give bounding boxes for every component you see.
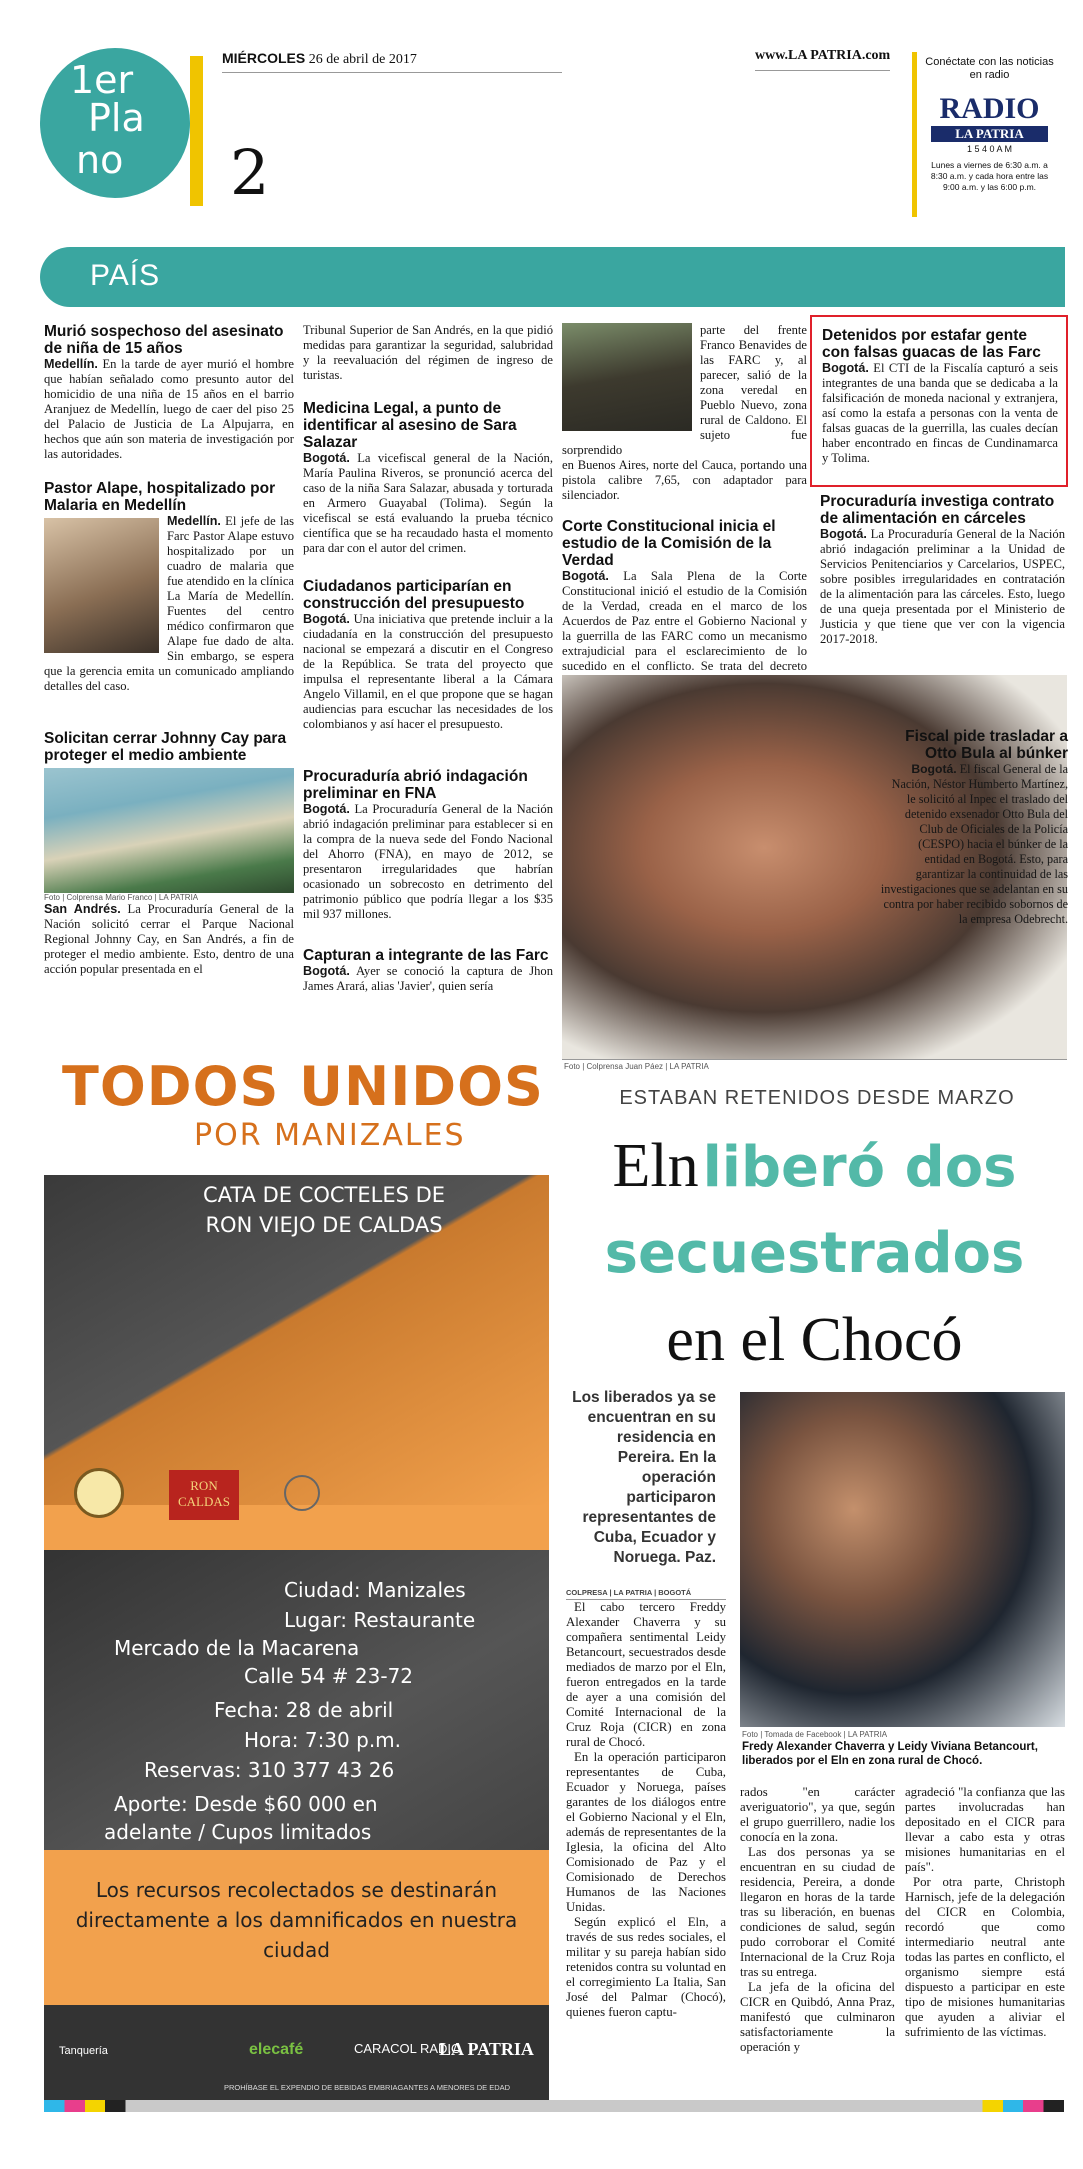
article-1-title: Murió sospechoso del asesinato de niña de 15 años xyxy=(44,323,284,357)
ad-detail-8: adelante / Cupos limitados xyxy=(104,1820,372,1844)
radio-sub: LA PATRIA xyxy=(931,126,1048,142)
article-1-body xyxy=(44,357,294,462)
article-6-text: La Procuraduría General de la Nación abrió indagación preliminar para establecer si en la compra de la nueva sede del Fondo Nacional del Ahorro (FNA), en mayo de 2012, se presentaron irregularidades que habrían ocasionado un sobrecosto en detrimento del patrimonio público que podría llegar a los $35 mil 937 millones. xyxy=(303,802,553,921)
ad-detail-7: Aporte: Desde $60 000 en xyxy=(114,1792,378,1816)
article-3-title: Solicitan cerrar Johnny Cay para proteger el medio ambiente xyxy=(44,730,287,764)
article-4 xyxy=(303,400,553,570)
feature-col-2-p3: La jefa de la oficina del CICR en Quibdó, Anna Praz, manifestó que culminaron satisfactoriamente la operación y xyxy=(740,1980,895,2054)
article-10-body xyxy=(820,527,1065,647)
article-2 xyxy=(44,480,294,715)
logo-stripe xyxy=(190,56,203,206)
article-2-title: Pastor Alape, hospitalizado por Malaria en Medellín xyxy=(44,480,276,514)
radio-ad xyxy=(912,52,1062,217)
article-2-photo xyxy=(44,518,159,653)
sponsor-3: LA PATRIA xyxy=(439,2039,534,2059)
website-link[interactable]: www.LA PATRIA.com xyxy=(755,48,891,63)
article-3-credit: Foto | Colprensa Mario Franco | LA PATRIA xyxy=(44,893,199,902)
article-3-cont xyxy=(303,323,553,388)
article-10-text: La Procuraduría General de la Nación abrió indagación preliminar a la Unidad de Servicios Penitenciarios y Carcelarios, USPEC, sobre posibles irregularidades en contratación de la alimentación para las cárceles. Esto, luego de una queja presentada por el Ministerio de Justicia y que tiene que ver con la vigencia 2017-2018. xyxy=(820,527,1065,646)
sponsor-2: CARACOL RADIO xyxy=(354,2041,462,2056)
feature-photo xyxy=(740,1392,1065,1727)
club-badge-icon xyxy=(74,1468,124,1518)
logo-text-3: no xyxy=(76,138,124,182)
article-7-lead: Bogotá. xyxy=(303,964,350,978)
article-9-body xyxy=(822,361,1058,466)
article-8-text: La Sala Plena de la Corte Constitucional inició el estudio de la Comisión de la Verdad, creada en el marco de los Acuerdos de Paz entre el Gobierno Nacional y la guerrilla de las FARC como un mecanismo extrajudicial para el esclarecimiento de lo sucedido en el conflicto. Se trata del decreto xyxy=(562,569,807,673)
ad-footer-text: Los recursos recolectados se destinarán directamente a los damnificados en nuestra ciudad xyxy=(75,1878,518,1962)
article-3-cont-text: Tribunal Superior de San Andrés, en la que pidió medidas para garantizar la seguridad, salubridad y la reevaluación del régimen de ingreso de turistas. xyxy=(303,323,553,382)
article-3-photo xyxy=(44,768,294,893)
article-11-credit: Foto | Colprensa Juan Páez | LA PATRIA xyxy=(564,1062,709,1071)
article-5-title: Ciudadanos participarían en construcción del presupuesto xyxy=(303,578,525,612)
feature-col-2-p2: Las dos personas ya se encuentran en su ciudad de residencia, Pereira, a donde llegaron en horas de la tarde tras su liberación, en buenas condiciones de salud, según pudo corroborar el Comité Internacional de la Cruz Roja tras su entrega. xyxy=(740,1845,895,1979)
ad-detail-3: Calle 54 # 23-72 xyxy=(244,1664,414,1688)
logo-text-2: Pla xyxy=(88,96,145,140)
article-11-body xyxy=(880,762,1068,927)
article-8-lead: Bogotá. xyxy=(562,569,609,583)
ad-ron-label: RON CALDAS xyxy=(169,1470,239,1520)
section-title: PAÍS xyxy=(90,259,161,292)
article-11 xyxy=(880,728,1068,968)
feature-col-1-p3: Según explicó el Eln, a través de sus redes sociales, el militar y su pareja habían sido retenidos contra su voluntad en el corregimiento La Italia, San José del Palmar (Chocó), quienes fueron captu- xyxy=(566,1915,726,2019)
article-7-cont-text: parte del frente Franco Benavides de las FARC y, al parecer, salió de la zona veredal en Pueblo Nuevo, zona rural de Caldono. El sujeto fue sorprendido xyxy=(562,323,807,457)
radio-name: RADIO xyxy=(939,92,1040,125)
article-4-lead: Bogotá. xyxy=(303,451,350,465)
article-1-text: En la tarde de ayer murió el hombre que habían señalado como presunto autor del homicidio de una niña de 15 años en el barrio Aranjuez de Medellín, luego de caer del piso 25 del Palacio de Justicia de La Alpujarra, en hechos que aún son materia de investigación por las autoridades. xyxy=(44,357,294,461)
logo-text-1: 1er xyxy=(70,58,134,102)
ad-todos-unidos[interactable] xyxy=(44,1015,549,2100)
sponsor-1: elecafé xyxy=(249,2041,304,2058)
article-3-text: La Procuraduría General de la Nación solicitó cerrar el Parque Nacional Regional Johnny Cay, en San Andrés, a fin de proteger el medio ambiente. Esto, dentro de una acción popular presentada en el xyxy=(44,902,294,976)
article-9[interactable] xyxy=(810,315,1068,487)
feature-deck: Los liberados ya se encuentran en su residencia en Pereira. En la operación participaron representantes de Cuba, Ecuador y Noruega. Paz. xyxy=(572,1389,716,1566)
article-8-body xyxy=(562,569,807,689)
article-3-lead: San Andrés. xyxy=(44,902,121,916)
article-8 xyxy=(562,518,807,673)
headline-word-2: liberó dos xyxy=(702,1135,1017,1200)
feature-col-1-p1: El cabo tercero Freddy Alexander Chaverra y su compañera sentimental Leidy Betancourt, secuestrados desde mediados de marzo por el Eln, fueron entregados en la tarde de ayer a una comisión del Comité Internacional de la Cruz Roja (CICR) en zona rural de Chocó. xyxy=(566,1600,726,1749)
header-rule xyxy=(222,72,562,73)
article-3 xyxy=(44,730,294,1002)
ad-detail-1: Lugar: Restaurante xyxy=(284,1608,476,1632)
ad-detail-0: Ciudad: Manizales xyxy=(284,1578,466,1602)
ad-detail-4: Fecha: 28 de abril xyxy=(214,1698,394,1722)
section-logo xyxy=(40,48,205,210)
ad-detail-2: Mercado de la Macarena xyxy=(114,1636,360,1660)
ad-title-1: TODOS UNIDOS xyxy=(62,1055,544,1118)
article-3-body xyxy=(44,902,294,977)
ad-details-panel xyxy=(44,1550,549,1850)
article-7-cont-text-2: en Buenos Aires, norte del Cauca, portando una pistola calibre 7,65, con adaptador para silenciador. xyxy=(562,458,807,502)
article-11-lead: Bogotá. xyxy=(911,762,957,776)
feature-col-3 xyxy=(905,1785,1065,2100)
feature-col-2 xyxy=(740,1785,895,2100)
ribbon-icon xyxy=(284,1475,320,1511)
ad-sponsor-band xyxy=(44,2005,549,2100)
ad-logos-row xyxy=(44,1450,549,1540)
article-7-photo xyxy=(562,323,692,431)
headline-word-3: secuestrados xyxy=(604,1221,1025,1286)
section-banner xyxy=(40,247,1065,307)
article-10-lead: Bogotá. xyxy=(820,527,867,541)
radio-freq: 1 5 4 0 A M xyxy=(966,144,1013,154)
ad-legal: PROHÍBASE EL EXPENDIO DE BEBIDAS EMBRIAGANTES A MENORES DE EDAD xyxy=(224,2083,511,2092)
article-4-title: Medicina Legal, a punto de identificar al asesino de Sara Salazar xyxy=(303,400,517,451)
date-day: MIÉRCOLES xyxy=(222,50,306,66)
feature-col-3-p2: Por otra parte, Christoph Harnisch, jefe de la delegación del CICR en Colombia, recordó que como intermediario neutral ante todas las partes en conflicto, el organismo siempre está dispuesto a participar en este tipo de misiones humanitarias que ayuden a aliviar el sufrimiento de las víctimas. xyxy=(905,1875,1065,2039)
page-number: 2 xyxy=(230,136,270,209)
feature-col-3-p1: agradeció "la confianza que las partes involucradas han depositado en el CICR para llevar a cabo esta y otras misiones humanitarias en el país". xyxy=(905,1785,1065,1874)
article-7-cont xyxy=(562,323,807,505)
article-7-body xyxy=(303,964,553,994)
sponsor-0: Tanquería xyxy=(59,2045,108,2057)
feature-caption: Fredy Alexander Chaverra y Leidy Viviana Betancourt, liberados por el Eln en zona rural de Chocó. xyxy=(742,1741,1038,1767)
ad-detail-5: Hora: 7:30 p.m. xyxy=(244,1728,402,1752)
article-6-lead: Bogotá. xyxy=(303,802,350,816)
article-11-text: El fiscal General de la Nación, Néstor Humberto Martínez, le solicitó al Inpec el traslado del detenido exsenador Otto Bula del Club de Oficiales de la Policía (CESPO) hacia el búnker de la entidad en Bogotá. Esto, para garantizar la continuidad de las investigaciones que se adelantan en su contra por haber recibido sobornos de la empresa Odebrecht. xyxy=(880,762,1068,926)
article-8-title: Corte Constitucional inicia el estudio de la Comisión de la Verdad xyxy=(562,518,776,569)
feature-col-1-p2: En la operación participaron representantes de Cuba, Ecuador y Noruega, países garantes de los diálogos entre el Gobierno Nacional y el Eln, además de representantes de la Iglesia, la oficina del Alto Comisionado de Paz y el Comisionado de Derechos Humanos de las Naciones Unidas. xyxy=(566,1750,726,1914)
article-9-text: El CTI de la Fiscalía capturó a seis integrantes de una banda que se dedicaba a la falsificación de moneda nacional y extranjera, así como la estafa a personas con la venta de falsas guacas de la guerrilla, las cuales decían haber encontrado en fincas de Cundinamarca y Tolima. xyxy=(822,361,1058,465)
article-9-title: Detenidos por estafar gente con falsas guacas de las Farc xyxy=(822,327,1041,361)
article-2-lead: Medellín. xyxy=(167,514,221,528)
article-1-lead: Medellín. xyxy=(44,357,98,371)
ad-detail-6: Reservas: 310 377 43 26 xyxy=(144,1758,395,1782)
header-date xyxy=(222,50,417,68)
article-1 xyxy=(44,323,294,473)
article-5-body xyxy=(303,612,553,732)
ad-title-2: POR MANIZALES xyxy=(194,1118,466,1153)
radio-schedule: Lunes a viernes de 6:30 a.m. a 8:30 a.m. y cada hora entre las 9:00 a.m. y las 6:00 p.m. xyxy=(930,160,1049,192)
feature-kicker: ESTABAN RETENIDOS DESDE MARZO xyxy=(619,1087,1015,1109)
headline-word-4: en el Chocó xyxy=(666,1306,963,1374)
article-10-title: Procuraduría investiga contrato de alimentación en cárceles xyxy=(820,493,1055,527)
headline-word-1: Eln xyxy=(612,1132,699,1200)
article-4-text: La vicefiscal general de la Nación, María Paulina Riveros, se pronunció acerca del caso de la niña Sara Salazar, abusada y torturada en Armero Guayabal (Tolima). Según la vicefiscal se está evaluando la prueba técnico científica que se ha recaudado hasta el momento para dar con el autor del crimen. xyxy=(303,451,553,555)
feature-photo-credit: Foto | Tomada de Facebook | LA PATRIA xyxy=(742,1730,888,1739)
header-rule-2 xyxy=(755,70,890,71)
article-4-body xyxy=(303,451,553,556)
feature-headline xyxy=(562,1130,1067,1392)
article-6-body xyxy=(303,802,553,922)
article-7 xyxy=(303,947,553,1017)
article-5 xyxy=(303,578,553,756)
date-rest: 26 de abril de 2017 xyxy=(308,52,417,67)
article-2-text: El jefe de las Farc Pastor Alape estuvo hospitalizado por un cuadro de malaria que fue atendido en la clínica La María de Medellín. Fuentes del centro médico confirmaron que Alape fue dado de alta. Sin embargo, se espera que la gerencia emita un comunicado ampliando detalles del caso. xyxy=(44,514,294,693)
radio-top-text: Conéctate con las noticias en radio xyxy=(925,56,1054,81)
article-9-lead: Bogotá. xyxy=(822,361,869,375)
article-5-text: Una iniciativa que pretende incluir a la ciudadanía en la construcción del presupuesto nacional se empezará a discutir en el Congreso de la República. Se trata del proyecto que impulsa el representante liberal a la Cámara Angelo Villamil, en el que propone que se hagan audiencias para escuchar las necesidades de los colombianos y así hacer el presupuesto. xyxy=(303,612,553,731)
feature-col-1 xyxy=(566,1600,726,2100)
article-5-lead: Bogotá. xyxy=(303,612,350,626)
article-10 xyxy=(820,493,1065,668)
print-color-bar xyxy=(44,2100,1064,2112)
article-7-text: Ayer se conoció la captura de Jhon James Arará, alias 'Javier', quien sería xyxy=(303,964,553,993)
ad-cata-text: CATA DE COCTELES DE RON VIEJO DE CALDAS xyxy=(202,1183,446,1237)
feature-source: COLPRESA | LA PATRIA | BOGOTÁ xyxy=(566,1588,726,1600)
feature-col-2-p1: rados "en carácter averiguatorio", ya que, según el grupo guerrillero, nadie los conocía en la zona. xyxy=(740,1785,895,1844)
article-6 xyxy=(303,768,553,940)
article-7-title: Capturan a integrante de las Farc xyxy=(303,947,549,964)
article-11-title: Fiscal pide trasladar a Otto Bula al búnker xyxy=(905,728,1068,762)
article-6-title: Procuraduría abrió indagación preliminar en FNA xyxy=(303,768,528,802)
